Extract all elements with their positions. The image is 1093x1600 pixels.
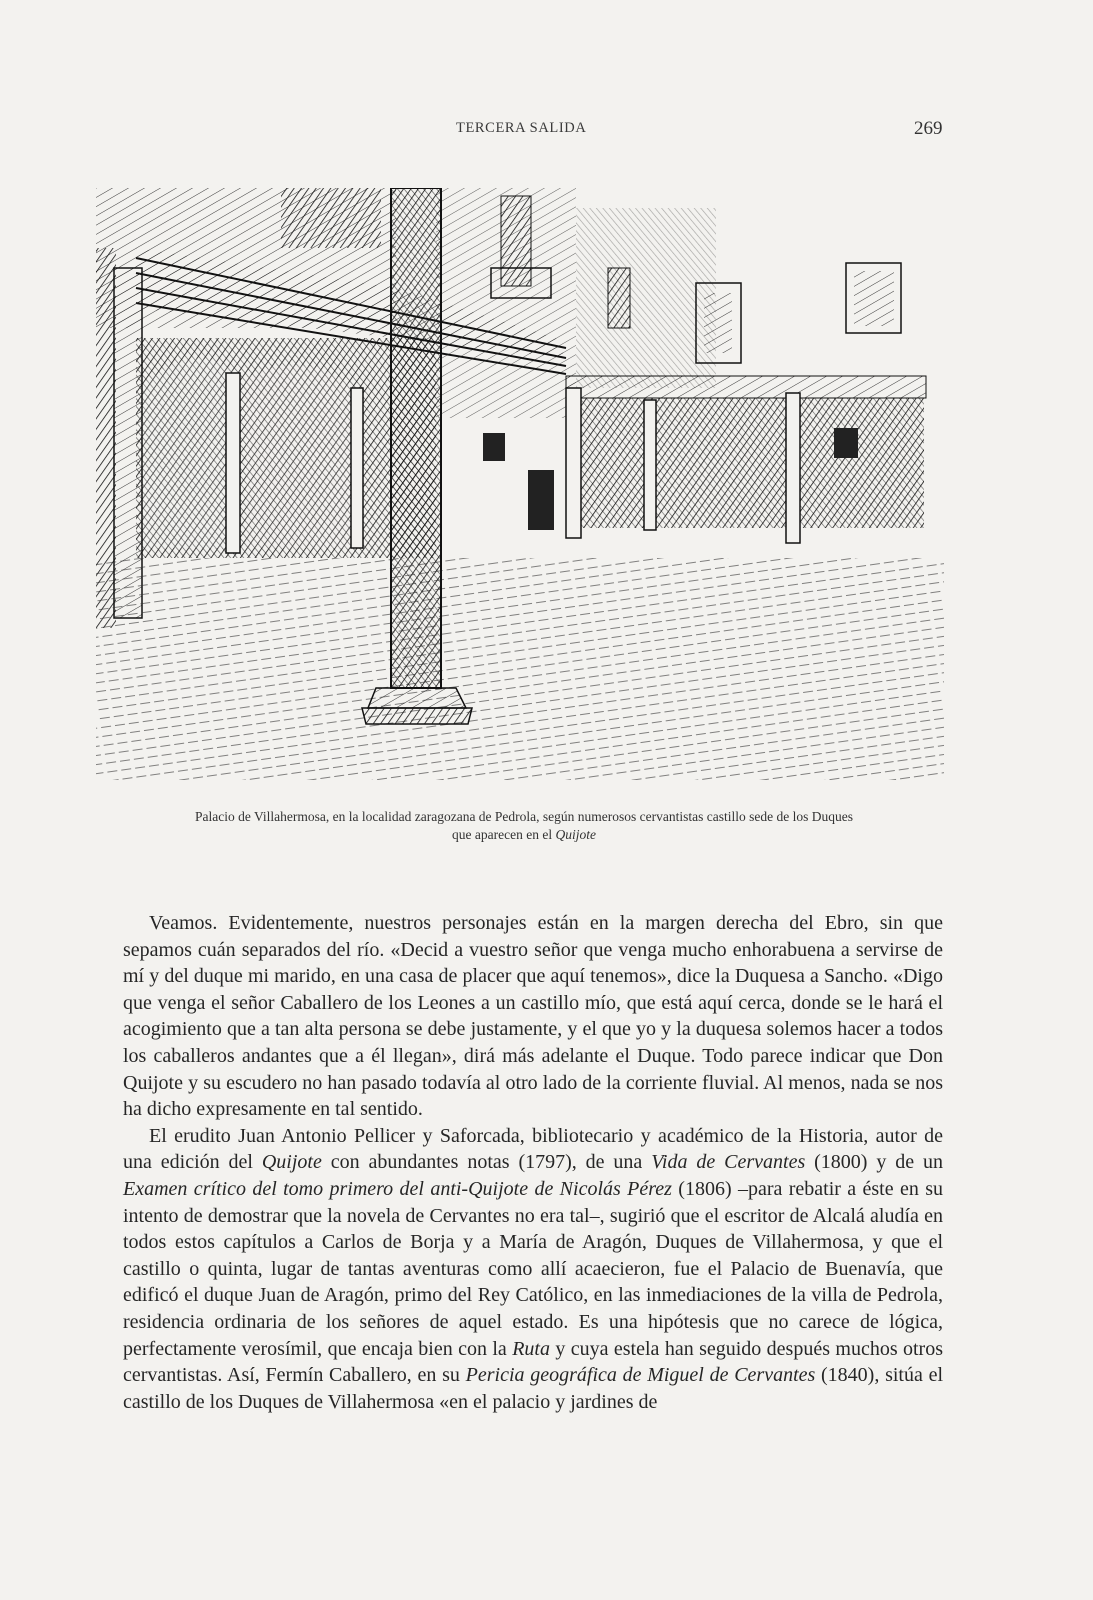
body-text: [123, 910, 943, 1415]
p2-italic-2: Vida de Cervantes: [651, 1151, 806, 1174]
p2-italic-5: Pericia geográfica de Miguel de Cervantes: [465, 1364, 816, 1387]
p2-text-4: (1806) –para rebatir a éste en su intento de demostrar que la novela de Cervantes no era tal–, sugirió que el escritor de Alcalá aludía en todos estos capítulos a Carlos de Borja y a María de Aragón, Duques de Villahermosa, y que el castillo o quinta, lugar de tantas aventuras como allí acaecieron, fue el Palacio de Buenavía, que edificó el duque Juan de Aragón, primo del Rey Católico, en las inmediaciones de la villa de Pedrola, residencia ordinaria de los señores de aquel estado. Es una hipótesis que no carece de lógica, perfectamente verosímil, que encaja bien con la: [123, 1177, 943, 1360]
p2-italic-1: Quijote: [261, 1151, 322, 1174]
caption-line-2-text: que aparecen en el: [452, 827, 556, 842]
p2-text-6: (1840), sitúa el castillo de los Duques de Villahermosa «en el palacio y jardines de: [123, 1364, 944, 1413]
p2-text-5: y cuya estela han seguido después muchos otros cervantistas. Así, Fermín Caballero, en su: [123, 1337, 943, 1387]
running-head: TERCERA SALIDA: [456, 120, 587, 136]
p2-text-2: con abundantes notas (1797), de una: [321, 1151, 652, 1174]
p2-text-1: El erudito Juan Antonio Pellicer y Saforcada, bibliotecario y académico de la Historia, autor de una edición del: [123, 1124, 943, 1174]
page-number: 269: [914, 118, 943, 139]
courtyard-illustration: [96, 188, 944, 780]
caption-line-1: Palacio de Villahermosa, en la localidad zaragozana de Pedrola, según numerosos cervantistas castillo sede de los Duques: [195, 809, 853, 824]
p2-text-3: (1800) y de un: [805, 1151, 943, 1174]
p2-italic-4: Ruta: [512, 1337, 550, 1360]
p2-italic-3: Examen crítico del tomo primero del anti-Quijote de Nicolás Pérez: [123, 1177, 672, 1200]
paragraph-2: [123, 1123, 943, 1416]
figure-caption: [110, 808, 938, 844]
caption-italic-title: Quijote: [555, 827, 596, 842]
caption-line-2: [110, 826, 938, 844]
paragraph-1: Veamos. Evidentemente, nuestros personajes están en la margen derecha del Ebro, sin que sepamos cuán separados del río. «Decid a vuestro señor que venga mucho enhorabuena a servirse de mí y del duque mi marido, en una casa de placer que aquí tenemos», dice la Duquesa a Sancho. «Digo que venga el señor Caballero de los Leones a un castillo mío, que está aquí cerca, donde se le hará el acogimiento que a tan alta persona se debe justamente, y el que yo y la duquesa solemos hacer a todos los caballeros andantes que a él llegan», dirá más adelante el Duque. Todo parece indicar que Don Quijote y su escudero no han pasado todavía al otro lado de la corriente fluvial. Al menos, nada se nos ha dicho expresamente en tal sentido.: [123, 912, 943, 1121]
